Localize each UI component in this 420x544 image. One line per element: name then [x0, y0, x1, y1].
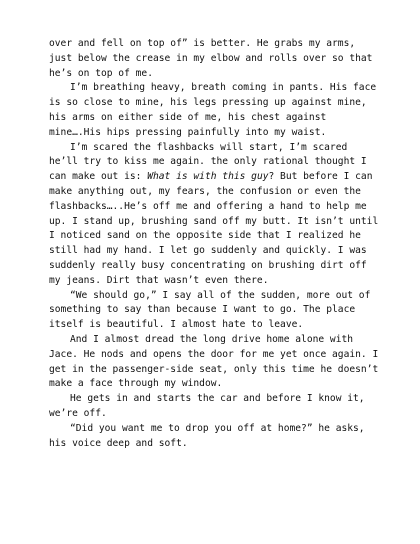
paragraph	[49, 81, 379, 140]
paragraph	[49, 422, 379, 452]
paragraph-text: And I almost dread the long drive home alone with Jace. He nods and opens the door for me yet once again. I get in the passenger-side seat, only this time he doesn’t make a face through my window.	[49, 333, 379, 390]
paragraph	[49, 141, 379, 289]
body-text	[49, 37, 379, 451]
paragraph	[49, 289, 379, 333]
paragraph	[49, 37, 379, 81]
paragraph-text: over and fell on top of” is better. He grabs my arms, just below the crease in my elbow and rolls over so that he’s on top of me.	[49, 38, 373, 79]
paragraph	[49, 392, 379, 422]
paragraph-text: He gets in and starts the car and before I know it, we’re off.	[49, 393, 365, 419]
paragraph-text: “We should go,” I say all of the sudden, more out of something to say than because I want to go. The place itself is beautiful. I almost hate to leave.	[49, 289, 371, 331]
paragraph-text: “Did you want me to drop you off at home?” he asks, his voice deep and soft.	[49, 422, 365, 449]
paragraph-text: I’m scared the flashbacks will start, I’m scared he’ll try to kiss me again. the only rational thought I can make out is:	[49, 141, 367, 183]
italic-thought: What is with this guy	[147, 171, 269, 183]
paragraph-text: ? But before I can make anything out, my fears, the confusion or even the flashbacks…..He’s off me and offering a hand to help me up. I stand up, brushing sand off my butt. It isn’t until I noticed sand on the opposite side that I realized he still had my hand. I let go suddenly and quickly. I was suddenly really busy concentrating on brushing dirt off my jeans. Dirt that wasn’t even there.	[49, 171, 379, 286]
paragraph	[49, 333, 379, 392]
paragraph-text: I’m breathing heavy, breath coming in pants. His face is so close to mine, his legs pressing up against mine, his arms on either side of me, his chest against mine….His hips pressing painfully into my waist.	[49, 82, 377, 138]
